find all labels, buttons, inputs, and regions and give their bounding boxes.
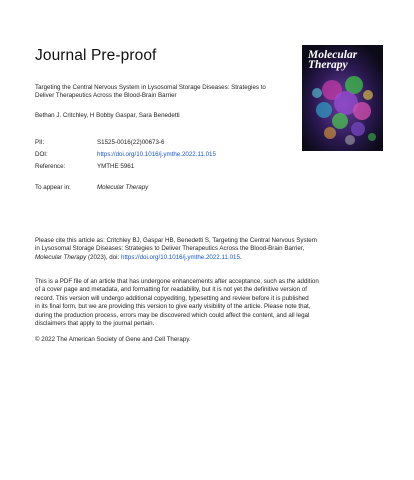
notice-line4: in its final form, but we are providing this version to give early visibility of the article. Please note that, xyxy=(35,303,311,311)
doi-label: DOI: xyxy=(35,151,48,158)
notice-line3: record. This version will undergo additional copyediting, typesetting and review before it is published xyxy=(35,294,309,302)
cover-title-line2: Therapy xyxy=(308,59,348,71)
citation-line1: Please cite this article as: Critchley BJ, Gaspar HB, Benedetti S, Targeting the Central Nervous System xyxy=(35,237,317,244)
citation-doi-link[interactable]: https://doi.org/10.1016/j.ymthe.2022.11.015 xyxy=(121,253,240,261)
pii-label: PII: xyxy=(35,139,45,146)
journal-preproof-heading: Journal Pre-proof xyxy=(35,47,157,64)
notice-line1: This is a PDF file of an article that has undergone enhancements after acceptance, such as the addition xyxy=(35,278,319,285)
citation-line3 xyxy=(35,254,381,262)
notice-line5: during the production process, errors may be discovered which could affect the content, and all legal xyxy=(35,311,310,319)
citation-paragraph xyxy=(35,237,381,262)
notice-line6: disclaimers that apply to the journal pertain. xyxy=(35,320,155,328)
reference-label: Reference: xyxy=(35,163,66,170)
appear-in-value: Molecular Therapy xyxy=(97,184,149,191)
citation-year-doi: (2023), doi: xyxy=(86,253,121,261)
reference-value: YMTHE 5961 xyxy=(97,163,135,170)
preproof-notice-paragraph xyxy=(35,278,381,328)
appear-in-label: To appear in: xyxy=(35,184,71,191)
cover-title-line1: Molecular xyxy=(308,49,358,61)
pii-value: S1525-0016(22)00673-6 xyxy=(97,139,165,146)
cover-title xyxy=(308,50,380,70)
article-title-line1: Targeting the Central Nervous System in Lysosomal Storage Diseases: Strategies to xyxy=(35,84,266,91)
doi-link[interactable]: https://doi.org/10.1016/j.ymthe.2022.11.015 xyxy=(97,151,216,158)
article-title-line2: Deliver Therapeutics Across the Blood-Brain Barrier xyxy=(35,92,177,100)
notice-line2: of a cover page and metadata, and formatting for readability, but it is not yet the definitive version of xyxy=(35,286,307,294)
citation-line2: in Lysosomal Storage Diseases: Strategies to Deliver Therapeutics Across the Blood-Brain Barrier, xyxy=(35,245,305,253)
citation-end: . xyxy=(239,253,242,261)
copyright-notice: © 2022 The American Society of Gene and Cell Therapy. xyxy=(35,336,191,343)
article-title xyxy=(35,84,305,101)
citation-journal: Molecular Therapy xyxy=(35,253,87,261)
article-authors: Bethan J. Critchley, H Bobby Gaspar, Sara Benedetti xyxy=(35,112,180,119)
journal-cover-image xyxy=(302,45,383,151)
